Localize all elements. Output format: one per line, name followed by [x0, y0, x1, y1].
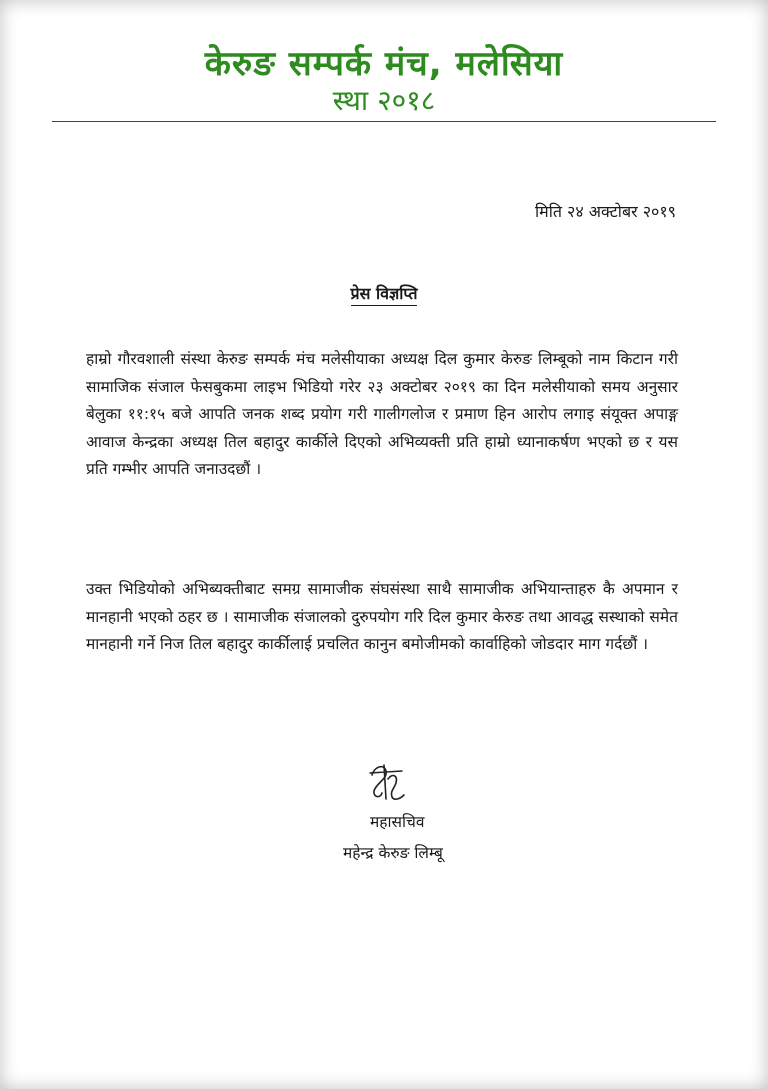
heading-text: प्रेस विज्ञप्ति — [351, 284, 418, 306]
letterhead — [0, 44, 768, 118]
signatory-name: महेन्द्र केरुङ लिम्बू — [343, 844, 443, 862]
letterhead-divider — [52, 121, 716, 122]
organization-name: केरुङ सम्पर्क मंच, मलेसिया — [204, 44, 564, 84]
signatory-title: महासचिव — [370, 813, 425, 831]
body-paragraph-1: हाम्रो गौरवशाली संस्था केरुङ सम्पर्क मंच मलेसीयाका अध्यक्ष दिल कुमार केरुङ लिम्बूको नाम किटान गरी सामाजिक संजाल फेसबुकमा लाइभ भिडियो गरेर २३ अक्टोबर २०१९ का दिन मलेसीयाको समय अनुसार बेलुका ११:१५ बजे आपति जनक शब्द प्रयोग गरी गालीगलोज र प्रमाण हिन आरोप लगाइ संयूक्त अपाङ्ग आवाज केन्द्रका अध्यक्ष तिल बहादुर कार्कीले दिएको अभिव्यक्ती प्रति हाम्रो ध्यानाकर्षण भएको छ र यस प्रति गम्भीर आपति जनाउदछौं । — [86, 350, 678, 478]
established-year: स्था २०१८ — [332, 84, 436, 117]
body-paragraph-2: उक्त भिडियोको अभिब्यक्तीबाट समग्र सामाजीक संघसंस्था साथै सामाजीक अभियान्ताहरु कै अपमान र मानहानी भएको ठहर छ । सामाजीक संजालको दुरुपयोग गरि दिल कुमार केरुङ तथा आवद्ध सस्थाको समेत मानहानी गर्ने निज तिल बहादुर कार्कीलाई प्रचलित कानुन बमोजीमको कार्वाहिको जोडदार माग गर्दछौं । — [86, 580, 678, 653]
document-heading — [0, 282, 768, 306]
handwritten-signature — [362, 755, 412, 805]
document-date: मिति २४ अक्टोबर २०१९ — [535, 202, 676, 221]
